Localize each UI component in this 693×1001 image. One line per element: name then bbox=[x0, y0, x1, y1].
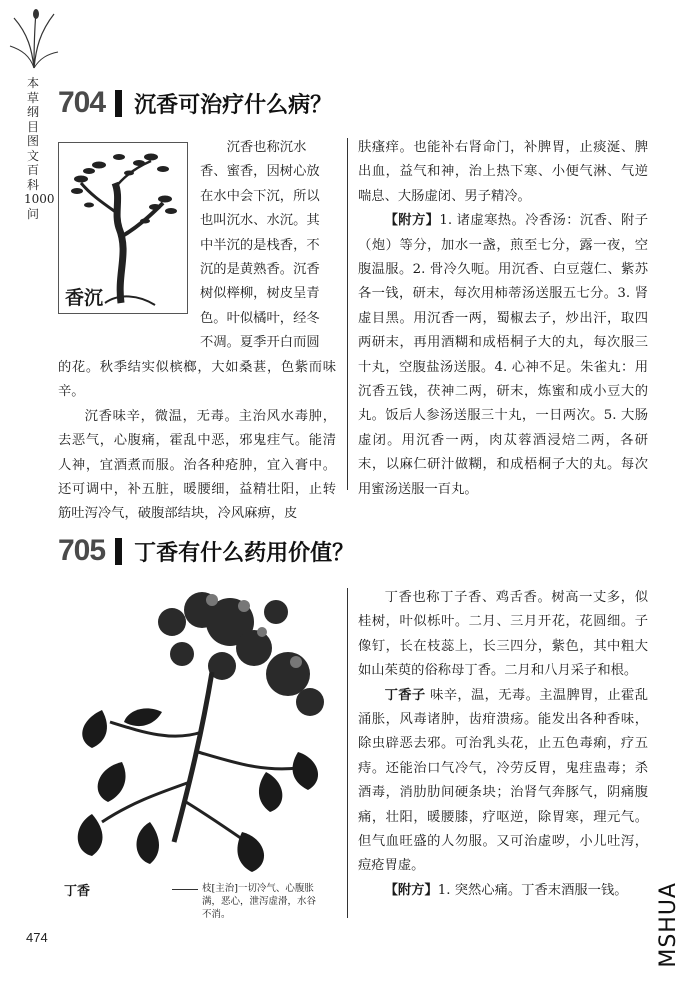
prescription-paragraph bbox=[358, 879, 648, 903]
text-line: 中半沉的是栈香，不 bbox=[200, 237, 320, 253]
section-704-intro-wrap bbox=[200, 136, 336, 356]
text-line: 色。叶似橘叶，经冬 bbox=[200, 310, 320, 326]
caption-line: 满，恶心，泄泻虚滑，水谷 bbox=[202, 896, 317, 907]
prescription-label: 【附方】 bbox=[384, 882, 438, 898]
section-705-header bbox=[58, 534, 354, 568]
column-divider bbox=[347, 588, 348, 918]
caption-line: 不消。 bbox=[202, 909, 231, 920]
section-704-col2-text bbox=[358, 136, 648, 502]
caption-line: 枝[主治]一切冷气、心腹胀 bbox=[202, 883, 314, 894]
section-705-bar bbox=[115, 538, 122, 565]
section-704-bar bbox=[115, 90, 122, 117]
prescription-paragraph bbox=[358, 209, 648, 502]
prescription-text: 1. 诸虚寒热。冷香汤：沉香、附子（炮）等分，加水一盏，煎至七分，露一夜，空腹温服。2. 骨冷久呃。用沉香、白豆蔻仁、紫苏各一钱，研末，每次用柿蒂汤送服五七分。3. 肾虚目黑。用沉香一两，蜀椒去子，炒出汗，取四两研末，再用酒糊和成梧桐子大的丸，每次服三十丸，空腹盐汤送服。4. 心神不足。朱雀丸：用沉香五钱，茯神二两，研末，炼蜜和成小豆大的丸。饭后人参汤送服三十丸，一日两次。5. 大肠虚闭。用沉香一两，肉苁蓉酒浸焙二两，各研末，以麻仁研汁做糊，和成梧桐子大的丸。每次用蜜汤送服一百丸。 bbox=[358, 213, 648, 497]
prescription-text: 1. 突然心痛。丁香末酒服一钱。 bbox=[437, 882, 628, 898]
clove-label: 丁香 bbox=[64, 884, 91, 899]
section-705-number: 705 bbox=[58, 534, 106, 567]
section-704-title: 沉香可治疗什么病？ bbox=[134, 92, 333, 118]
watermark: MSHUA bbox=[656, 882, 681, 968]
text-line: 沉的是黄熟香。沉香 bbox=[200, 262, 320, 278]
paragraph bbox=[358, 684, 648, 879]
section-704-header bbox=[58, 86, 332, 120]
text-line: 沉香也称沉水 bbox=[226, 140, 307, 155]
paragraph: 丁香也称丁子香、鸡舌香。树高一丈多，似桂树，叶似栎叶。二月、三月开花，花圆细。子像钉，长在枝蕊上，长三四分，紫色，其中粗大如山茱萸的俗称母丁香。二月和八月采子和根。 bbox=[358, 590, 648, 679]
agarwood-label: 香沉 bbox=[65, 287, 104, 309]
section-705-title: 丁香有什么药用价值？ bbox=[134, 540, 355, 566]
text-line: 香、蜜香，因树心放 bbox=[200, 164, 320, 180]
section-704-number: 704 bbox=[58, 86, 106, 119]
book-title-vertical: 本草纲目图文百科1000问 bbox=[24, 76, 55, 221]
paragraph: 的花。秋季结实似槟榔，大如桑葚，色紫而味辛。 bbox=[58, 360, 336, 400]
clove-plant-illustration bbox=[62, 582, 332, 882]
clove-seed-lead: 丁香子 bbox=[384, 687, 426, 703]
text-line: 也叫沉水、水沉。其 bbox=[200, 213, 320, 229]
orchid-ornament-icon bbox=[8, 6, 60, 70]
agarwood-illustration bbox=[58, 142, 188, 314]
prescription-label: 【附方】 bbox=[384, 213, 440, 229]
section-705-col2-text bbox=[358, 586, 648, 903]
text-line: 不凋。夏季开白而圆 bbox=[200, 335, 320, 351]
paragraph: 肤瘙痒。也能补右肾命门，补脾胃，止痰涎、脾出血，益气和神，治上热下寒、小便气淋、气逆喘息、大肠虚闭、男子精冷。 bbox=[358, 140, 648, 204]
text-line: 树似榉柳，树皮呈青 bbox=[200, 286, 320, 302]
section-704-col1-text bbox=[58, 356, 336, 527]
column-divider bbox=[347, 138, 348, 490]
caption-leader-line bbox=[172, 889, 198, 890]
text-line: 在水中会下沉，所以 bbox=[200, 188, 320, 204]
paragraph: 沉香味辛，微温，无毒。主治风水毒肿，去恶气，心腹痛，霍乱中恶，邪鬼疰气。能清人神，宜酒煮而服。治各种疮肿，宜入膏中。还可调中，补五脏，暖腰细，益精壮阳，止转筋吐泻冷气，破腹部结块，冷风麻痹，皮 bbox=[58, 408, 336, 522]
page-number: 474 bbox=[26, 930, 48, 945]
clove-caption bbox=[202, 882, 352, 921]
paragraph-text: 味辛，温，无毒。主温脾胃，止霍乱涌胀，风毒诸肿，齿疳溃疡。能发出各种香味，除虫辟恶去邪。可治乳头花，止五色毒痢，疗五痔。还能治口气冷气，冷劳反胃，鬼疰蛊毒；杀酒毒，消肋肋间硬条块；治肾气奔豚气，阴痛腹痛，壮阳，暖腰膝，疗呕逆，除胃寒，理元气。但气血旺盛的人勿服。又可治虚哕，小儿吐泻，痘疮胃虚。 bbox=[358, 687, 648, 874]
